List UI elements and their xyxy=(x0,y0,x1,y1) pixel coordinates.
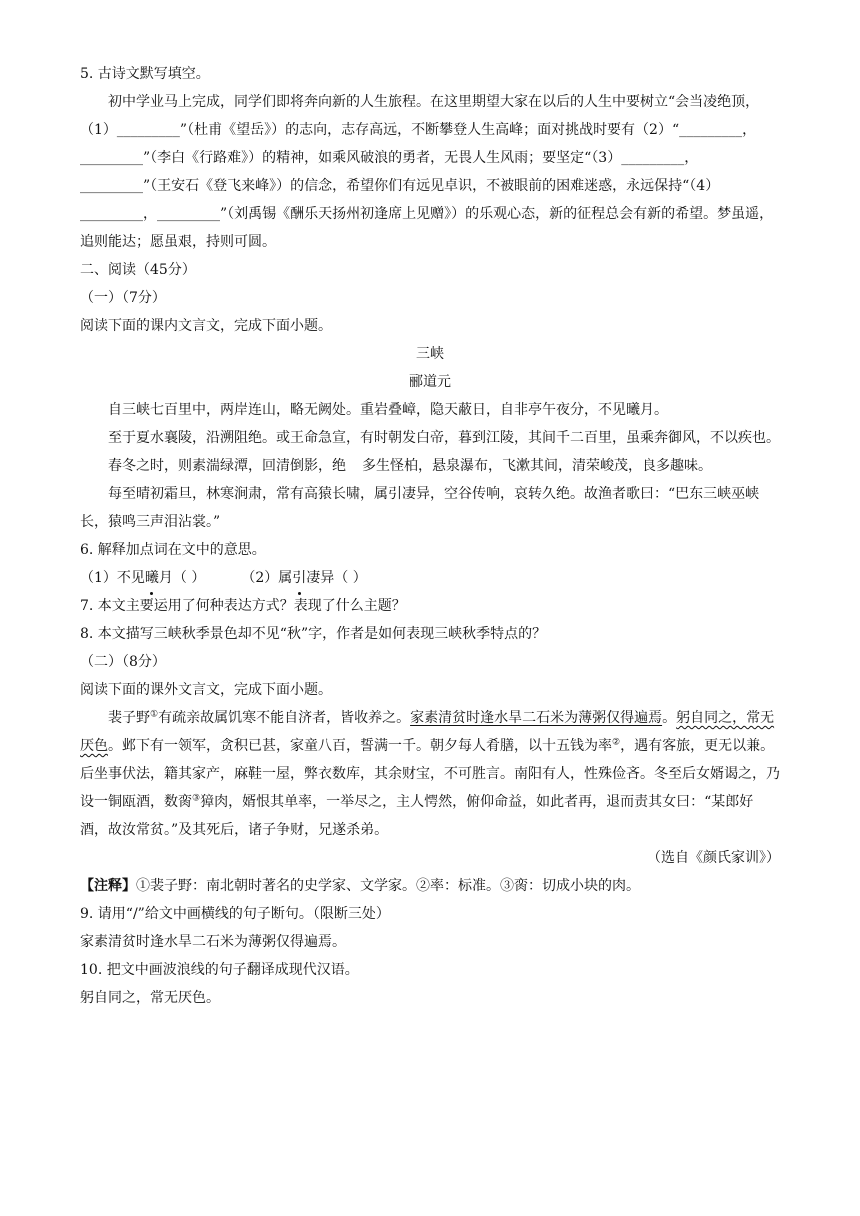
essay-paragraph-3-b: 多生怪柏，悬泉瀑布，飞漱其间，清荣峻茂，良多趣味。 xyxy=(362,458,712,474)
q8-title: 8. 本文描写三峡秋季景色却不见“秋”字，作者是如何表现三峡秋季特点的？ xyxy=(80,626,547,642)
q9-sentence: 家素清贫时逢水旱二石米为薄粥仅得遍焉。 xyxy=(80,934,346,950)
q6-title: 6. 解释加点词在文中的意思。 xyxy=(80,542,266,558)
q6-item1-pre: （1）不见 xyxy=(80,570,145,586)
q10-sentence: 躬自同之，常无厌色。 xyxy=(80,990,220,1006)
passage-seg-4: 。邺下有一领军，贪积已甚，家童八百，誓满一千。朝夕每人肴膳，以十五钱为率 xyxy=(108,738,612,754)
essay-paragraph-2: 至于夏水襄陵，沿溯阻绝。或王命急宣，有时朝发白帝，暮到江陵，其间千二百里，虽乘奔御风，不以疾也。 xyxy=(108,430,780,446)
notes-text: ①裴子野：南北朝时著名的史学家、文学家。②率：标准。③脔：切成小块的肉。 xyxy=(136,878,640,894)
q6-item1-post: 月（ ） xyxy=(158,570,206,586)
q6-items xyxy=(80,564,780,592)
part2-title: （二）（8分） xyxy=(80,654,166,670)
essay-author: 郦道元 xyxy=(409,374,451,390)
q6-item2-pre: （2）属 xyxy=(241,570,293,586)
q7-title: 7. 本文主要运用了何种表达方式？表现了什么主题？ xyxy=(80,598,406,614)
section2-title: 二、阅读（45分） xyxy=(80,262,196,278)
passage-seg-2: 有疏亲故属饥寒不能自济者，皆收养之。 xyxy=(158,710,411,726)
underlined-sentence: 家素清贫时逢水旱二石米为薄粥仅得遍焉 xyxy=(410,710,663,726)
note-marker-1: ① xyxy=(150,709,159,720)
q10-title: 10. 把文中画波浪线的句子翻译成现代汉语。 xyxy=(80,962,359,978)
passage-seg-5: ，遇有客旅，更无以兼。后坐事伏法，籍其家产，麻鞋一屋，弊衣数库，其余财宝，不可胜言。南阳有人，性殊俭吝。冬至后女婿谒之，乃设一铜瓯酒，数脔 xyxy=(80,738,780,810)
passage-source: （选自《颜氏家训》） xyxy=(647,850,780,866)
q5-text: 初中学业马上完成，同学们即将奔向新的人生旅程。在这里期望大家在以后的人生中要树立“会当凌绝顶，（1）_________”（杜甫《望岳》）的志向，志存高远，不断攀登人生高峰；面对挑战时要有（2）“_________，_________”（李白《行路难》）的精神，如乘风破浪的勇者，无畏人生风雨；要坚定“（3）_________，_________”（王安石《登飞来峰》）的信念，希望你们有远见卓识，不被眼前的困难迷惑，永远保持“（4）_________，_________”（刘禹锡《酬乐天扬州初逢席上见赠》）的乐观心态，新的征程总会有新的希望。梦虽遥，追则能达；愿虽艰，持则可圆。 xyxy=(80,94,774,250)
wavy-underlined-sentence: 躬自同之，常无厌色 xyxy=(80,710,775,754)
essay-paragraph-3 xyxy=(80,452,780,480)
essay-paragraph-3-a: 春冬之时，则素湍绿潭，回清倒影，绝 xyxy=(108,458,346,474)
essay-title: 三峡 xyxy=(416,346,444,362)
note-marker-3: ③ xyxy=(192,793,201,804)
passage-seg-3: 。 xyxy=(662,710,677,726)
notes xyxy=(80,872,780,900)
document-page xyxy=(80,60,780,1012)
part1-title: （一）（7分） xyxy=(80,290,166,306)
part2-passage xyxy=(80,704,780,844)
q5-title: 5. 古诗文默写填空。 xyxy=(80,66,210,82)
note-marker-2: ② xyxy=(612,737,621,748)
essay-paragraph-1: 自三峡七百里中，两岸连山，略无阙处。重岩叠嶂，隐天蔽日，自非亭午夜分，不见曦月。 xyxy=(108,402,668,418)
passage-seg-1: 裴子野 xyxy=(108,710,150,726)
q9-title: 9. 请用“/”给文中画横线的句子断句。（限断三处） xyxy=(80,906,390,922)
essay-paragraph-4: 每至晴初霜旦，林寒涧肃，常有高猿长啸，属引凄异，空谷传响，哀转久绝。故渔者歌曰：“巴东三峡巫峡长，猿鸣三声泪沾裳。” xyxy=(80,486,760,530)
q6-item2-dotted-word: 引 xyxy=(292,564,306,592)
part2-instruction: 阅读下面的课外文言文，完成下面小题。 xyxy=(80,682,332,698)
q6-item1-dotted-word: 曦 xyxy=(145,564,159,592)
part1-instruction: 阅读下面的课内文言文，完成下面小题。 xyxy=(80,318,332,334)
passage-seg-6: 獐肉，婿恨其单率，一举尽之，主人愕然，俯仰命益，如此者再，退而责其女曰：“某郎好酒，故汝常贫。”及其死后，诸子争财，兄遂杀弟。 xyxy=(80,794,754,838)
notes-label: 【注释】 xyxy=(80,878,136,894)
q6-item2-post: 凄异（ ） xyxy=(306,570,367,586)
